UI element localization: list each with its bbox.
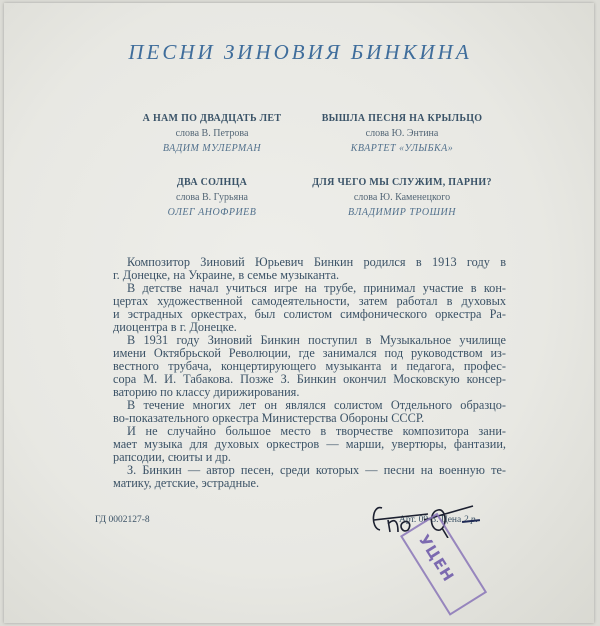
struck-price: 2 р. (463, 515, 478, 525)
biography-line: В детстве начал учиться игре на трубе, принимал участие в кон- (127, 281, 506, 295)
biography-line: В течение многих лет он являлся солистом Отдельного образцо- (127, 398, 506, 412)
biography-line: и эстрадных оркестрах, был солистом симфонического оркестра Ра- (113, 307, 506, 321)
biography-line: Композитор Зиновий Юрьевич Бинкин родился в 1913 году в (127, 255, 506, 269)
song-lyricist: слова В. Петрова (175, 128, 249, 139)
song-performer: ВАДИМ МУЛЕРМАН (162, 143, 262, 154)
biography-line: цертах художественной самодеятельности, затем работал в духовых (113, 294, 506, 308)
song-lyricist: слова Ю. Энтина (365, 128, 439, 139)
biography-line: диоцентра в г. Донецке. (113, 320, 237, 334)
catalog-number: ГД 0002127-8 (95, 515, 150, 525)
song-title: ДЛЯ ЧЕГО МЫ СЛУЖИМ, ПАРНИ? (312, 177, 492, 188)
biography-line: ваторию по классу дирижирования. (113, 385, 300, 399)
biography-text (113, 256, 506, 490)
song-title: ВЫШЛА ПЕСНЯ НА КРЫЛЬЦО (321, 113, 483, 124)
song-performer: ОЛЕГ АНОФРИЕВ (167, 207, 257, 218)
biography-line: во-показательного оркестра Министерства Обороны СССР. (113, 411, 425, 425)
song-entry (119, 176, 305, 219)
biography-line: матику, детские, эстрадные. (113, 476, 260, 490)
song-entry (309, 176, 495, 219)
biography-line: сора М. И. Табакова. Позже З. Бинкин окончил Московскую консер- (113, 372, 506, 386)
song-entry (119, 112, 305, 155)
stamp-text: УЦЕН (414, 531, 458, 586)
song-entry (309, 112, 495, 155)
biography-line: вестного трубача, концертирующего музыканта и педагога, профес- (113, 359, 506, 373)
biography-line: мает музыка для духовых оркестров — марши, увертюры, фантазии, (113, 437, 506, 451)
song-title: ДВА СОЛНЦА (176, 177, 248, 188)
biography-line: З. Бинкин — автор песен, среди которых — песни на военную те- (127, 463, 506, 477)
song-performer: ВЛАДИМИР ТРОШИН (347, 207, 456, 218)
article-label: Арт. 09-3. Цена (399, 515, 462, 525)
song-lyricist: слова В. Гурьяна (176, 192, 248, 203)
song-lyricist: слова Ю. Каменецкого (353, 192, 451, 203)
song-performer: КВАРТЕТ «УЛЫБКА» (350, 143, 454, 154)
page-title: ПЕСНИ ЗИНОВИЯ БИНКИНА (128, 40, 472, 64)
biography-line: В 1931 году Зиновий Бинкин поступил в Музыкальное училище (127, 333, 506, 347)
biography-line: И не случайно большое место в творчестве композитора зани- (127, 424, 506, 438)
biography-line: имени Октябрьской Революции, где занимался под руководством из- (113, 346, 506, 360)
biography-line: рапсодии, сюиты и др. (113, 450, 231, 464)
biography-line: г. Донецке, на Украине, в семье музыканта. (113, 268, 340, 282)
song-title: А НАМ ПО ДВАДЦАТЬ ЛЕТ (142, 113, 282, 124)
